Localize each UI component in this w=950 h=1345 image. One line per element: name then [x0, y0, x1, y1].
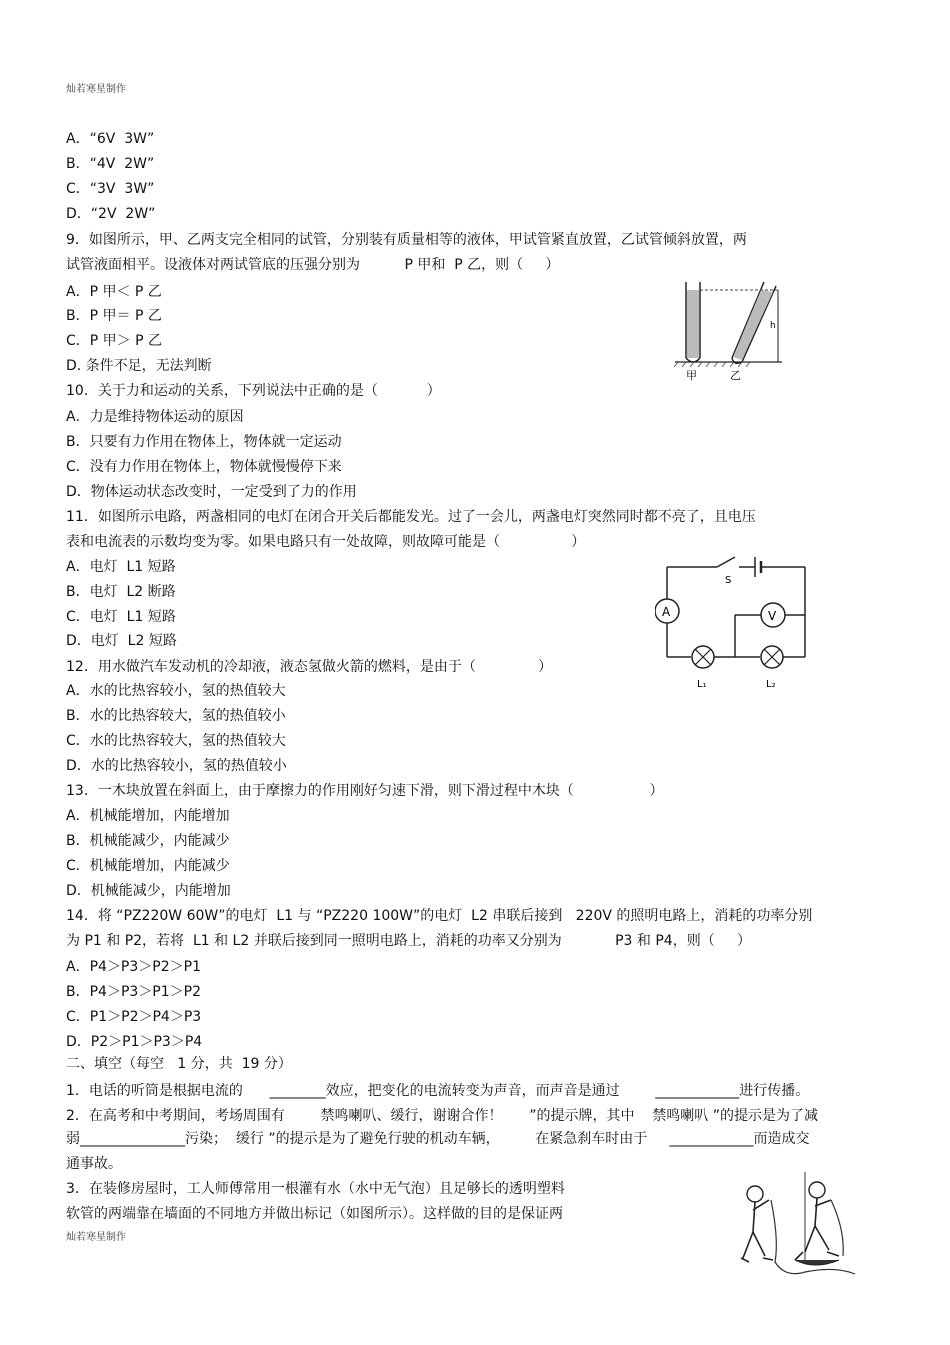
text-line: D. 条件不足，无法判断 — [66, 358, 212, 374]
header-watermark: 灿若寒星制作 — [66, 84, 126, 95]
lamp-l1-label: L₁ — [697, 679, 707, 690]
circuit-figure — [655, 545, 815, 695]
workers-hose-figure — [735, 1170, 875, 1285]
lamp-l2-label: L₂ — [766, 679, 776, 690]
text-line: 2．在高考和中考期间，考场周围有 禁鸣喇叭、缓行，谢谢合作！ ”的提示牌，其中 禁鸣喇叭 ”的提示是为了减 — [66, 1108, 818, 1124]
ammeter-label: A — [662, 605, 671, 619]
text-line: 弱_______________污染； 缓行 ”的提示是为了避免行驶的机动车辆， 在紧急刹车时由于 ____________而造成交 — [66, 1131, 810, 1147]
text-line: B．“4V 2W” — [66, 156, 155, 172]
text-line: C．机械能增加，内能减少 — [66, 858, 230, 874]
text-line: A．电灯 L1 短路 — [66, 559, 176, 575]
text-line: 14．将 “PZ220W 60W”的电灯 L1 与 “PZ220 100W”的电灯 L2 串联后接到 220V 的照明电路上，消耗的功率分别 — [66, 908, 813, 924]
text-line: 为 P1 和 P2，若将 L1 和 L2 并联后接到同一照明电路上，消耗的功率又分别为 P3 和 P4，则（ ） — [66, 933, 751, 949]
text-line: A．“6V 3W” — [66, 131, 155, 147]
text-line: A．机械能增加，内能增加 — [66, 808, 230, 824]
voltmeter-label: V — [768, 609, 777, 623]
text-line: C．P1＞P2＞P4＞P3 — [66, 1009, 202, 1025]
text-line: B．机械能减少，内能减少 — [66, 833, 230, 849]
height-label: h — [770, 321, 776, 331]
text-line: A．P4＞P3＞P2＞P1 — [66, 959, 201, 975]
text-line: C．水的比热容较大，氢的热值较大 — [66, 733, 286, 749]
text-line: D．水的比热容较小，氢的热值较小 — [66, 758, 287, 774]
tube-b-label: 乙 — [730, 369, 741, 382]
text-line: B．只要有力作用在物体上，物体就一定运动 — [66, 434, 342, 450]
text-line: B．水的比热容较大，氢的热值较小 — [66, 708, 286, 724]
text-line: 二、填空（每空 1 分，共 19 分） — [66, 1056, 292, 1072]
text-line: A．P 甲＜ P 乙 — [66, 284, 162, 300]
text-line: C．P 甲＞ P 乙 — [66, 333, 163, 349]
text-line: B．P4＞P3＞P1＞P2 — [66, 984, 202, 1000]
tube-a-label: 甲 — [686, 369, 697, 382]
text-line: 11．如图所示电路，两盏相同的电灯在闭合开关后都能发光。过了一会儿，两盏电灯突然同时都不亮了，且电压 — [66, 509, 756, 525]
text-line: A．水的比热容较小，氢的热值较大 — [66, 683, 286, 699]
footer-watermark: 灿若寒星制作 — [66, 1232, 126, 1243]
text-line: 通事故。 — [66, 1156, 122, 1172]
text-line: D．P2＞P1＞P3＞P4 — [66, 1034, 203, 1050]
switch-label: S — [725, 575, 732, 586]
text-line: 12．用水做汽车发动机的冷却液，液态氢做火箭的燃料，是由于（ ） — [66, 659, 553, 675]
text-line: B．P 甲＝ P 乙 — [66, 308, 162, 324]
text-line: 10．关于力和运动的关系，下列说法中正确的是（ ） — [66, 383, 441, 399]
text-line: D．电灯 L2 短路 — [66, 633, 177, 649]
text-line: C．“3V 3W” — [66, 181, 155, 197]
text-line: 表和电流表的示数均变为零。如果电路只有一处故障，则故障可能是（ ） — [66, 534, 586, 550]
text-line: C．电灯 L1 短路 — [66, 609, 176, 625]
text-line: 9．如图所示，甲、乙两支完全相同的试管，分别装有质量相等的液体，甲试管紧直放置，乙试管倾斜放置，两 — [66, 232, 747, 248]
text-line: D．机械能减少，内能增加 — [66, 883, 231, 899]
text-line: 软管的两端靠在墙面的不同地方并做出标记（如图所示）。这样做的目的是保证两 — [66, 1206, 563, 1222]
text-line: D．“2V 2W” — [66, 206, 156, 222]
text-line: 1．电话的听筒是根据电流的 ________效应，把变化的电流转变为声音，而声音是通过 ____________进行传播。 — [66, 1083, 810, 1099]
text-line: 3．在装修房屋时，工人师傅常用一根灌有水（水中无气泡）且足够长的透明塑料 — [66, 1181, 565, 1197]
text-line: 13．一木块放置在斜面上，由于摩擦力的作用刚好匀速下滑，则下滑过程中木块（ ） — [66, 783, 664, 799]
test-tubes-figure — [670, 278, 790, 383]
text-line: C．没有力作用在物体上，物体就慢慢停下来 — [66, 459, 342, 475]
text-line: B．电灯 L2 断路 — [66, 584, 176, 600]
text-line: D．物体运动状态改变时，一定受到了力的作用 — [66, 484, 357, 500]
text-line: 试管液面相平。设液体对两试管底的压强分别为 P 甲和 P 乙，则（ ） — [66, 257, 560, 273]
text-line: A．力是维持物体运动的原因 — [66, 409, 244, 425]
